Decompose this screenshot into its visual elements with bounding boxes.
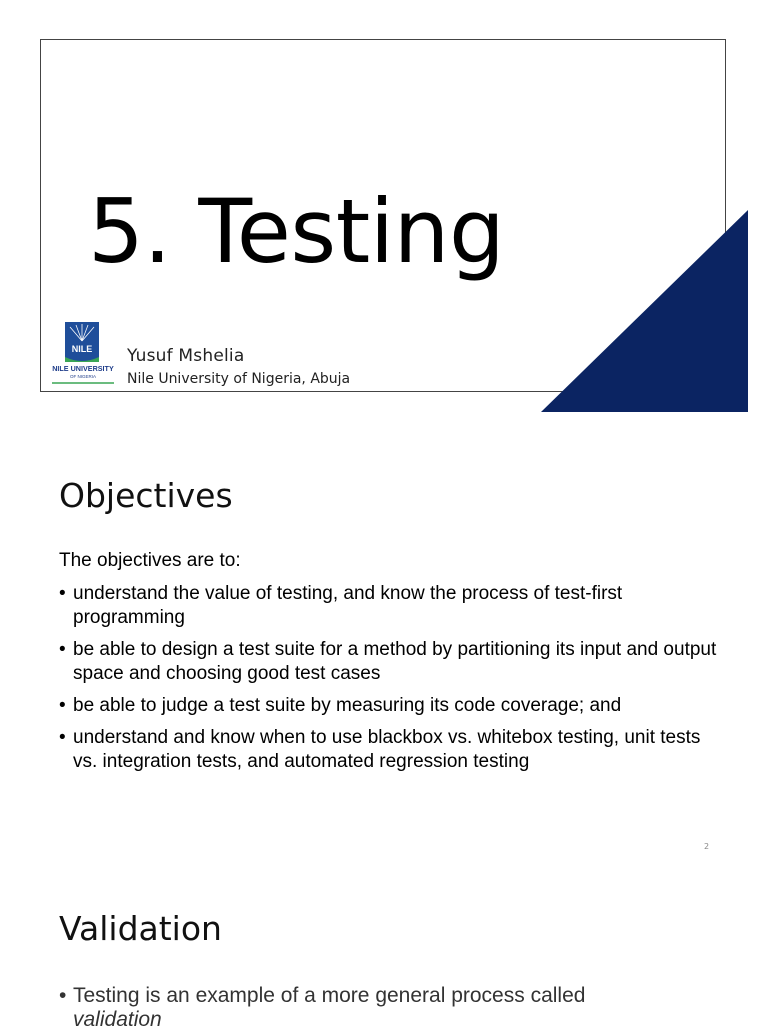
author-name: Yusuf Mshelia [127, 346, 245, 366]
decorative-triangle [541, 210, 748, 412]
logo-subcaption: OF NIGERIA [69, 374, 97, 379]
list-item [59, 984, 619, 1032]
list-item: • understand the value of testing, and know the process of test-first programming [59, 582, 719, 630]
list-item: • understand and know when to use blackbox vs. whitebox testing, unit tests vs. integration tests, and automated regression testing [59, 726, 719, 774]
section-title-validation: Validation [59, 909, 222, 948]
author-affiliation: Nile University of Nigeria, Abuja [127, 371, 351, 387]
logo-caption: NILE UNIVERSITY [52, 364, 114, 373]
university-logo [50, 321, 116, 387]
list-item: • be able to judge a test suite by measuring its code coverage; and [59, 694, 719, 718]
objectives-intro: The objectives are to: [59, 550, 241, 571]
objectives-list [59, 582, 719, 782]
validation-list [59, 984, 619, 1032]
logo-text: NILE [71, 344, 93, 354]
bullet-text: Testing is an example of a more general process called [73, 984, 586, 1007]
slide-title: 5. Testing [88, 180, 505, 283]
page-number: 2 [704, 842, 710, 851]
section-title-objectives: Objectives [59, 476, 233, 515]
bullet-emphasis: validation [73, 1008, 162, 1031]
list-item: • be able to design a test suite for a method by partitioning its input and output space and choosing good test cases [59, 638, 719, 686]
